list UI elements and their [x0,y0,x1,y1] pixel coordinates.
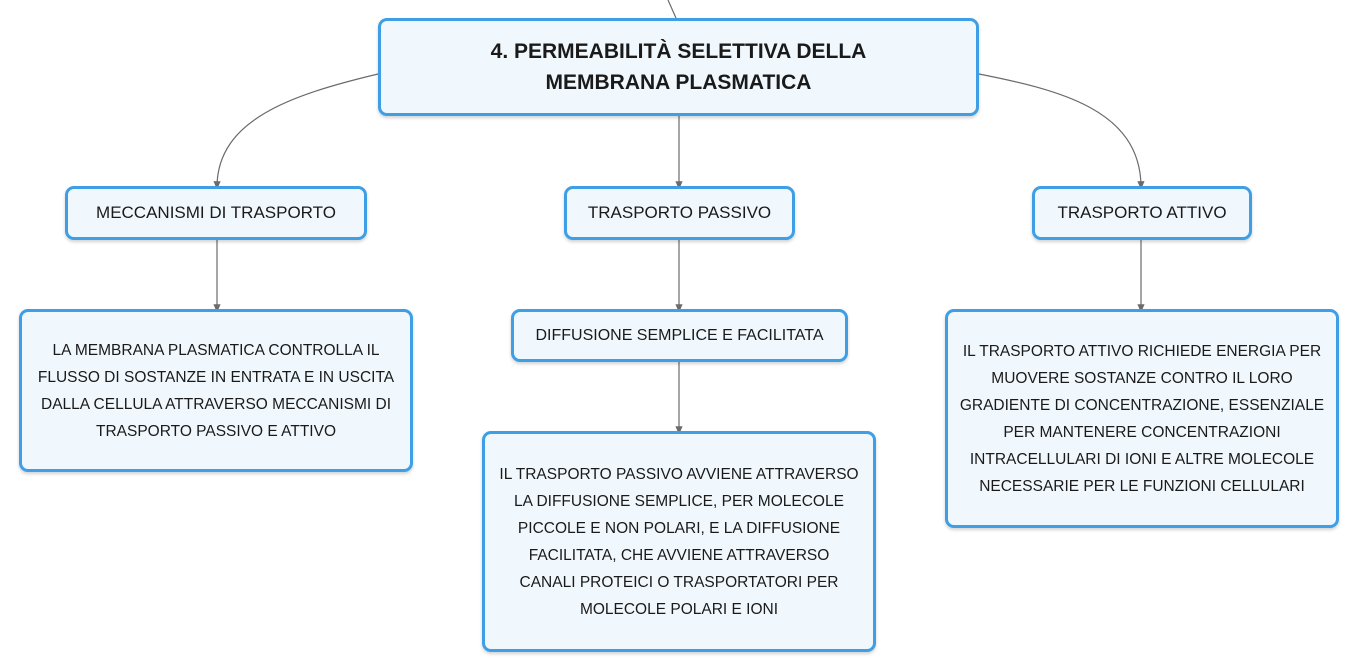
connector-root-to-meccanismi [217,74,378,186]
node-label: TRASPORTO PASSIVO [587,203,772,222]
connector-parent-to-root [668,0,676,18]
node-label: TRASPORTO ATTIVO [1057,203,1227,222]
root-title: 4. PERMEABILITÀ SELETTIVA DELLA MEMBRANA PLASMATICA [490,40,867,94]
connector-root-to-attivo [979,74,1141,186]
node-label: DIFFUSIONE SEMPLICE E FACILITATA [535,326,824,344]
node-text: IL TRASPORTO ATTIVO RICHIEDE ENERGIA PER MUOVERE SOSTANZE CONTRO IL LORO GRADIENTE DI CONCENTRAZIONE, ESSENZIALE PER MANTENERE CONCENTRAZIONI INTRACELLULARI DI IONI E ALTRE MOLECOLE NECESSARIE PER LE FUNZIONI CELLULARI [959,342,1325,495]
node-trasporto-attivo[interactable] [1032,186,1252,240]
node-text: LA MEMBRANA PLASMATICA CONTROLLA IL FLUSSO DI SOSTANZE IN ENTRATA E IN USCITA DALLA CELLULA ATTRAVERSO MECCANISMI DI TRASPORTO PASSIVO E ATTIVO [37,341,395,440]
node-diffusione-semplice-facilitata[interactable] [511,309,848,362]
node-passivo-detail[interactable] [482,431,876,652]
node-label: MECCANISMI DI TRASPORTO [96,203,336,222]
node-text: IL TRASPORTO PASSIVO AVVIENE ATTRAVERSO LA DIFFUSIONE SEMPLICE, PER MOLECOLE PICCOLE E NON POLARI, E LA DIFFUSIONE FACILITATA, CHE AVVIENE ATTRAVERSO CANALI PROTEICI O TRASPORTATORI PER MOLECOLE POLARI E IONI [499,465,859,618]
node-attivo-detail[interactable] [945,309,1339,528]
root-node[interactable] [378,18,979,116]
node-meccanismi-di-trasporto[interactable] [65,186,367,240]
node-meccanismi-detail[interactable] [19,309,413,472]
node-trasporto-passivo[interactable] [564,186,795,240]
